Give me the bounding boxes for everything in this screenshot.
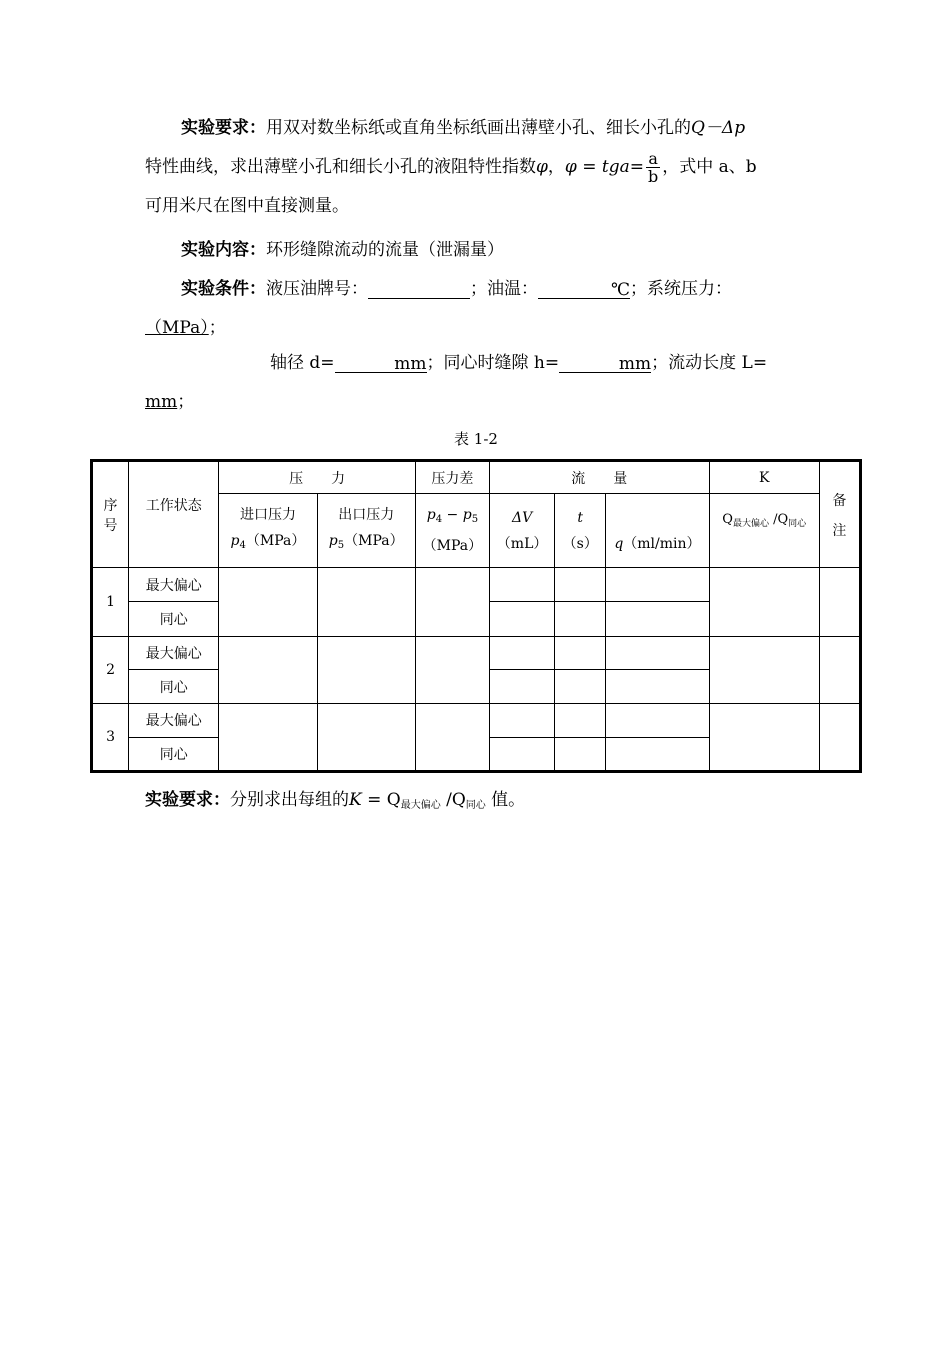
state-cell: 同心 bbox=[129, 602, 219, 636]
mm-unit: mm bbox=[618, 354, 652, 374]
t-cell[interactable] bbox=[555, 568, 606, 602]
subscript: 4 bbox=[239, 540, 246, 552]
q-cell[interactable] bbox=[606, 669, 709, 703]
dv-cell[interactable] bbox=[490, 737, 555, 771]
dv-header bbox=[490, 494, 555, 568]
conditions-line-2 bbox=[145, 318, 815, 338]
remark-header bbox=[819, 461, 860, 568]
diff-header: 压力差 bbox=[415, 461, 489, 494]
q-cell[interactable] bbox=[606, 602, 709, 636]
celsius-unit: ℃ bbox=[610, 280, 630, 300]
requirement-line-3 bbox=[145, 196, 815, 216]
remark-cell[interactable] bbox=[819, 568, 860, 637]
k-cell[interactable] bbox=[709, 636, 819, 704]
diff-cell[interactable] bbox=[415, 704, 489, 772]
dv-symbol: ΔV bbox=[511, 509, 533, 526]
requirement-text-2: 特性曲线，求出薄壁小孔和细长小孔的液阻特性指数 bbox=[145, 157, 536, 177]
separator: ； bbox=[630, 279, 647, 299]
gap-blank[interactable] bbox=[559, 354, 651, 373]
inlet-label: 进口压力 bbox=[239, 507, 296, 524]
requirement-label: 实验要求： bbox=[181, 118, 266, 138]
subscript: 同心 bbox=[788, 518, 807, 529]
remark-cell[interactable] bbox=[819, 704, 860, 772]
outlet-label: 出口压力 bbox=[338, 507, 395, 524]
t-cell[interactable] bbox=[555, 602, 606, 636]
state-cell: 同心 bbox=[129, 669, 219, 703]
flow-length-label: ；流动长度 L= bbox=[651, 353, 768, 373]
q-symbol: q bbox=[614, 535, 624, 552]
q-symbol: Q bbox=[722, 511, 733, 527]
minus: − bbox=[442, 507, 463, 524]
mm-unit: mm bbox=[394, 354, 427, 374]
state-cell: 最大偏心 bbox=[129, 568, 219, 602]
unit: （mL） bbox=[496, 535, 548, 552]
requirement-line-2 bbox=[145, 150, 815, 184]
flow-header: 流 量 bbox=[490, 461, 710, 494]
oil-temp-label: 油温： bbox=[487, 279, 538, 299]
subscript: 最大偏心 bbox=[732, 518, 769, 529]
requirement-text-3: ，式中 a、b bbox=[662, 157, 757, 177]
subscript: 5 bbox=[471, 514, 479, 526]
content-paragraph bbox=[145, 240, 815, 260]
outlet-pressure-cell[interactable] bbox=[317, 704, 415, 772]
dv-cell[interactable] bbox=[490, 704, 555, 737]
diff-cell[interactable] bbox=[415, 636, 489, 704]
content-label: 实验内容： bbox=[181, 240, 266, 260]
inlet-pressure-cell[interactable] bbox=[219, 636, 317, 704]
equals-q: = Q bbox=[361, 790, 401, 810]
q-cell[interactable] bbox=[606, 568, 709, 602]
conditions-line-3 bbox=[145, 353, 815, 373]
requirement-text-4: 可用米尺在图中直接测量。 bbox=[145, 196, 349, 216]
fraction-a-b: $\frac{a}{b}$ bbox=[647, 149, 659, 186]
unit: （MPa） bbox=[344, 533, 404, 550]
comma: ， bbox=[547, 157, 565, 177]
t-cell[interactable] bbox=[555, 737, 606, 771]
k-formula bbox=[722, 512, 806, 527]
unit: （s） bbox=[562, 535, 598, 552]
requirement-text-end: 值。 bbox=[485, 790, 526, 810]
subscript: 5 bbox=[337, 540, 345, 552]
remark-header-char: 备 bbox=[832, 492, 847, 509]
diff-formula bbox=[416, 502, 489, 533]
row-seq: 2 bbox=[92, 636, 129, 704]
conditions-line-1 bbox=[145, 279, 815, 299]
inlet-pressure-cell[interactable] bbox=[219, 704, 317, 772]
p-symbol: p bbox=[426, 507, 436, 524]
inlet-unit-line bbox=[219, 528, 316, 559]
outlet-pressure-cell[interactable] bbox=[317, 568, 415, 637]
oil-brand-blank[interactable] bbox=[368, 280, 470, 299]
seq-header bbox=[92, 461, 129, 568]
inlet-pressure-header bbox=[219, 494, 317, 568]
state-header: 工作状态 bbox=[129, 461, 219, 568]
remark-cell[interactable] bbox=[819, 636, 860, 704]
slash-q: /Q bbox=[440, 790, 466, 810]
p-symbol: p bbox=[230, 533, 240, 550]
unit: （MPa） bbox=[422, 538, 483, 555]
pressure-header: 压 力 bbox=[219, 461, 416, 494]
k-cell[interactable] bbox=[709, 568, 819, 637]
diff-cell[interactable] bbox=[415, 568, 489, 637]
q-cell[interactable] bbox=[606, 636, 709, 669]
mpa-unit: （MPa） bbox=[145, 318, 209, 338]
oil-brand-label: 液压油牌号： bbox=[266, 279, 368, 299]
requirement-label: 实验要求： bbox=[145, 790, 230, 810]
outlet-pressure-header bbox=[317, 494, 415, 568]
remark-header-char: 注 bbox=[832, 522, 847, 539]
conditions-line-4 bbox=[145, 392, 815, 412]
mm-unit: mm bbox=[145, 392, 178, 412]
inlet-pressure-cell[interactable] bbox=[219, 568, 317, 637]
slash-q: /Q bbox=[768, 511, 789, 527]
gap-label: ；同心时缝隙 h= bbox=[426, 353, 560, 373]
k-header: K bbox=[709, 461, 819, 494]
state-cell: 最大偏心 bbox=[129, 636, 219, 669]
outlet-pressure-cell[interactable] bbox=[317, 636, 415, 704]
separator: ； bbox=[177, 392, 195, 412]
state-cell: 最大偏心 bbox=[129, 704, 219, 737]
seq-header-char: 号 bbox=[103, 517, 118, 534]
phi-equation: φ = tga= bbox=[564, 157, 644, 177]
diff-formula-header bbox=[415, 494, 489, 568]
requirement-paragraph-2 bbox=[145, 790, 815, 816]
shaft-diameter-label: 轴径 d= bbox=[270, 353, 335, 373]
dv-cell[interactable] bbox=[490, 636, 555, 669]
shaft-diameter-blank[interactable] bbox=[335, 354, 427, 373]
t-cell[interactable] bbox=[555, 636, 606, 669]
dv-cell[interactable] bbox=[490, 602, 555, 636]
q-header bbox=[606, 494, 709, 568]
row-seq: 3 bbox=[92, 704, 129, 772]
data-table bbox=[90, 459, 862, 773]
unit: （MPa） bbox=[245, 533, 306, 550]
subscript: 4 bbox=[435, 514, 443, 526]
t-cell[interactable] bbox=[555, 669, 606, 703]
requirement-paragraph-1 bbox=[145, 118, 815, 138]
k-symbol: K bbox=[349, 790, 362, 810]
system-pressure-label: 系统压力： bbox=[647, 279, 732, 299]
p-symbol: p bbox=[328, 533, 338, 550]
content-text: 环形缝隙流动的流量（泄漏量） bbox=[266, 240, 504, 260]
q-cell[interactable] bbox=[606, 704, 709, 737]
unit: （ml/min） bbox=[623, 535, 701, 552]
row-seq: 1 bbox=[92, 568, 129, 637]
subscript: 最大偏心 bbox=[400, 800, 441, 811]
oil-temp-blank[interactable] bbox=[538, 280, 630, 299]
q-cell[interactable] bbox=[606, 737, 709, 771]
t-header bbox=[555, 494, 606, 568]
requirement-text: 用双对数坐标纸或直角坐标纸画出薄壁小孔、细长小孔的 bbox=[266, 118, 691, 138]
requirement-text: 分别求出每组的 bbox=[230, 790, 349, 810]
state-cell: 同心 bbox=[129, 737, 219, 771]
k-cell[interactable] bbox=[709, 704, 819, 772]
k-formula-header bbox=[709, 494, 819, 568]
outlet-unit-line bbox=[318, 528, 415, 559]
separator: ； bbox=[208, 318, 226, 338]
phi-symbol: φ bbox=[536, 157, 548, 177]
subscript: 同心 bbox=[465, 800, 486, 811]
t-cell[interactable] bbox=[555, 704, 606, 737]
conditions-label: 实验条件： bbox=[181, 279, 266, 299]
seq-header-char: 序 bbox=[103, 497, 118, 514]
dv-cell[interactable] bbox=[490, 568, 555, 602]
t-symbol: t bbox=[577, 509, 584, 526]
q-dp-formula: Q－Δp bbox=[691, 118, 746, 138]
separator: ； bbox=[470, 279, 487, 299]
p-symbol: p bbox=[462, 507, 472, 524]
dv-cell[interactable] bbox=[490, 669, 555, 703]
table-caption: 表 1-2 bbox=[454, 430, 498, 448]
